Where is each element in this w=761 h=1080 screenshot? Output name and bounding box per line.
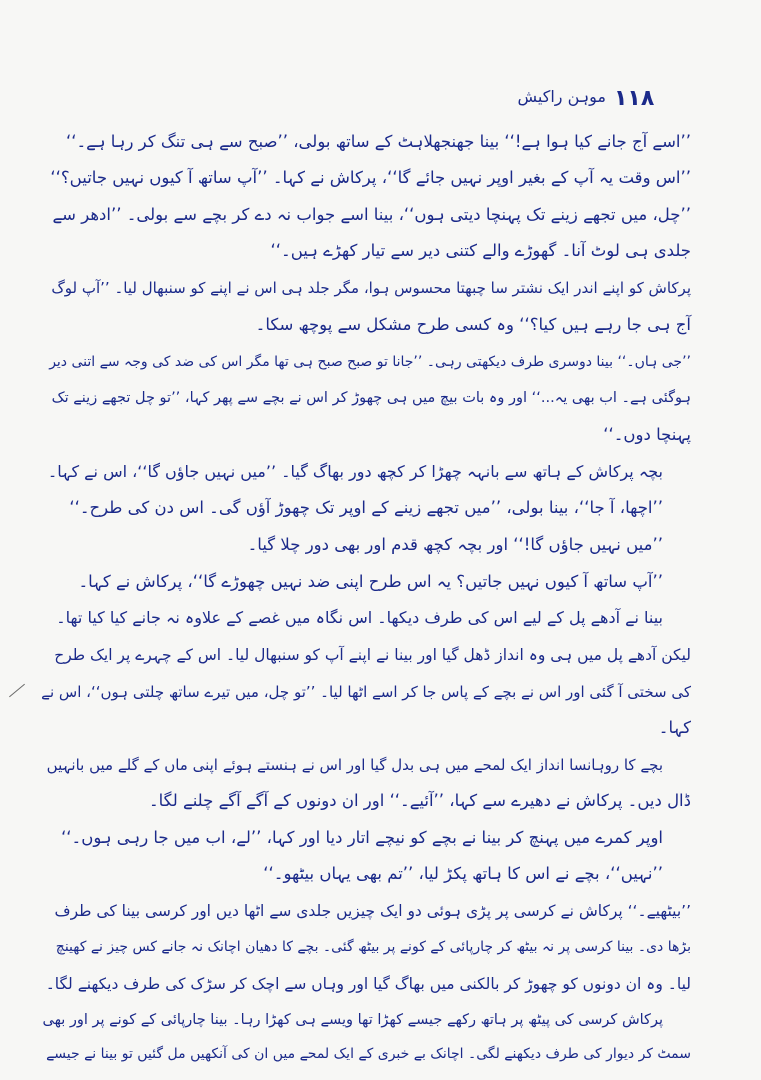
text-line: لیا۔ وہ ان دونوں کو چھوڑ کر بالکنی میں بھاگ گیا اور وہاں سے اچک کر سڑک کی طرف دیکھنے لگا۔ [45,975,691,993]
text-line: ’’جی ہاں۔‘‘ بینا دوسری طرف دیکھتی رہی۔ ’’جانا تو صبح صبح ہی تھا مگر اس کی ضد کی وجہ سے اتنی دیر [49,354,691,370]
text-line: ’’میں نہیں جاؤں گا!‘‘ اور بچہ کچھ قدم اور بھی دور چلا گیا۔ [247,535,663,554]
margin-mark [9,684,25,698]
text-line: پہنچا دوں۔‘‘ [603,425,691,444]
text-line: جلدی ہی لوٹ آنا۔ گھوڑے والے کتنی دیر سے تیار کھڑے ہیں۔‘‘ [270,241,691,260]
text-line: ’’اس وقت یہ آپ کے بغیر اوپر نہیں جائے گا‘‘، پرکاش نے کہا۔ ’’آپ ساتھ آ کیوں نہیں جاتیں؟‘‘ [50,168,691,187]
text-line: لیکن آدھے پل میں ہی وہ انداز ڈھل گیا اور بینا نے اپنے آپ کو سنبھال لیا۔ اس کے چہرے پر ایک طرح [54,646,691,664]
text-line: سمٹ کر دیوار کی طرف دیکھنے لگی۔ اچانک بے خبری کے ایک لمحے میں ان کی آنکھیں مل گئیں تو بینا نے جیسے [46,1046,691,1062]
text-line: بچے کا روہانسا انداز ایک لمحے میں ہی بدل گیا اور اس نے ہنستے ہوئے اپنی ماں کے گلے میں بانہیں [46,756,663,774]
text-line: اوپر کمرے میں پہنچ کر بینا نے بچے کو نیچے اتار دیا اور کہا، ’’لے، اب میں جا رہی ہوں۔‘‘ [61,828,663,847]
text-line: ’’بیٹھیے۔‘‘ پرکاش نے کرسی پر پڑی ہوئی دو ایک چیزیں جلدی سے اٹھا دیں اور کرسی بینا کی طرف [54,902,691,920]
text-line: ہوگئی ہے۔ اب بھی یہ...‘‘ اور وہ بات بیچ میں ہی چھوڑ کر اس نے بچے سے پھر کہا، ’’تو چل تجھے زینے تک [51,390,691,406]
text-line: ڈال دیں۔ پرکاش نے دھیرے سے کہا، ’’آئیے۔‘‘ اور ان دونوں کے آگے آگے چلنے لگا۔ [148,791,691,810]
text-line: ’’اسے آج جانے کیا ہوا ہے!‘‘ بینا جھنجھلاہٹ کے ساتھ بولی، ’’صبح سے ہی تنگ کر رہا ہے۔‘‘ [66,132,691,151]
text-line: کہا۔ [658,718,691,737]
running-header: موہن راکیش [517,87,606,106]
text-line: بچہ پرکاش کے ہاتھ سے بانہہ چھڑا کر کچھ دور بھاگ گیا۔ ’’میں نہیں جاؤں گا‘‘، اس نے کہا۔ [47,462,663,481]
text-line: ’’آپ ساتھ آ کیوں نہیں جاتیں؟ یہ اس طرح اپنی ضد نہیں چھوڑے گا‘‘، پرکاش نے کہا۔ [78,572,663,591]
text-line: پرکاش کو اپنے اندر ایک نشتر سا چبھتا محسوس ہوا، مگر جلد ہی اس نے اپنے کو سنبھال لیا۔ ’’آپ لوگ [51,279,691,297]
text-line: ’’نہیں‘‘، بچے نے اس کا ہاتھ پکڑ لیا، ’’تم بھی یہاں بیٹھو۔‘‘ [263,864,663,883]
page-number: ۱۱۸ [614,86,655,111]
text-line: بڑھا دی۔ بینا کرسی پر نہ بیٹھ کر چارپائی کے کونے پر بیٹھ گئی۔ بچے کا دھیان اچانک نہ جانے کس چیز نے کھینچ [55,939,691,955]
text-line: ’’اچھا، آ جا‘‘، بینا بولی، ’’میں تجھے زینے کے اوپر تک چھوڑ آؤں گی۔ اس دن کی طرح۔‘‘ [69,498,663,517]
text-line: بینا نے آدھے پل کے لیے اس کی طرف دیکھا۔ اس نگاہ میں غصے کے علاوہ نہ جانے کیا کیا تھا۔ [56,608,663,627]
text-line: آج ہی جا رہے ہیں کیا؟‘‘ وہ کسی طرح مشکل سے پوچھ سکا۔ [255,315,691,334]
text-line: پرکاش کرسی کی پیٹھ پر ہاتھ رکھے جیسے کھڑا تھا ویسے ہی کھڑا رہا۔ بینا چارپائی کے کونے پر اور بھی [42,1012,663,1028]
text-line: ’’چل، میں تجھے زینے تک پہنچا دیتی ہوں‘‘، بینا اسے جواب نہ دے کر بچے سے بولی۔ ’’ادھر سے [52,205,691,224]
text-line: کی سختی آ گئی اور اس نے بچے کے پاس جا کر اسے اٹھا لیا۔ ’’تو چل، میں تیرے ساتھ چلتی ہوں‘‘، اس نے [41,683,691,701]
